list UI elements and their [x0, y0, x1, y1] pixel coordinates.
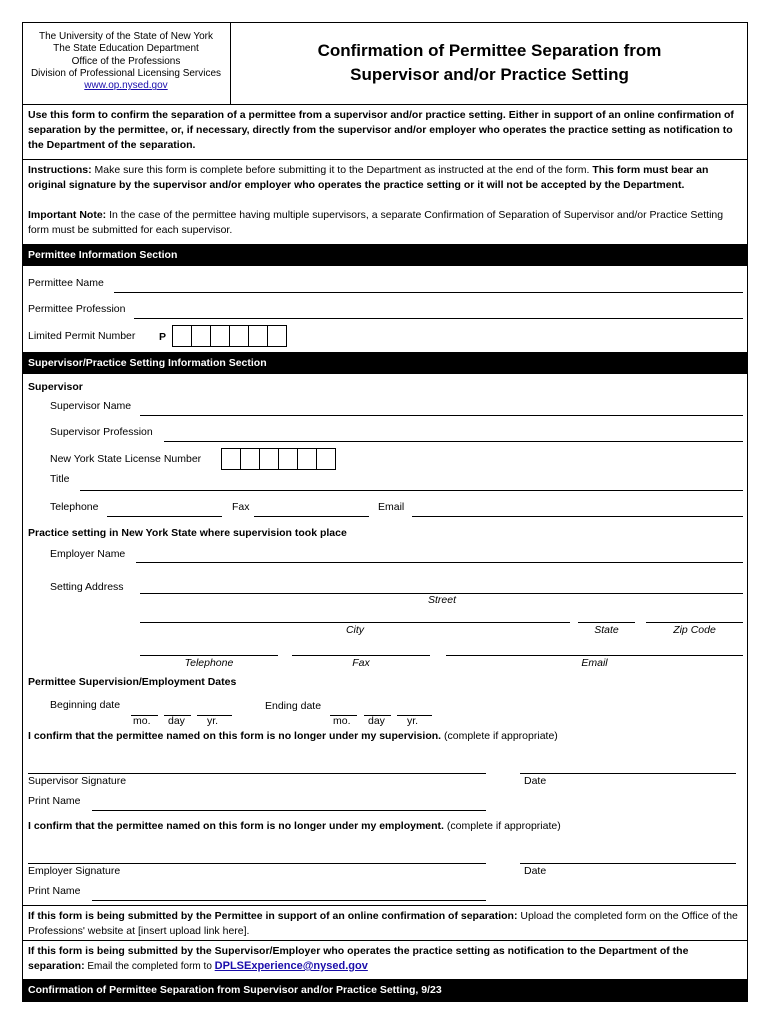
fax-field[interactable]	[254, 516, 369, 517]
permittee-name-field[interactable]	[114, 292, 743, 293]
supervisor-profession-label: Supervisor Profession	[50, 426, 153, 438]
employer-signature-field[interactable]	[28, 863, 486, 864]
digit-box[interactable]	[210, 325, 230, 347]
employer-date-field[interactable]	[520, 863, 736, 864]
permittee-profession-field[interactable]	[134, 318, 743, 319]
title-line: Supervisor and/or Practice Setting	[350, 65, 629, 84]
supervisor-heading: Supervisor	[28, 381, 83, 393]
employer-print-name-field[interactable]	[92, 900, 486, 901]
digit-box[interactable]	[191, 325, 211, 347]
supervisor-print-name-label: Print Name	[28, 795, 81, 807]
supervisor-name-label: Supervisor Name	[50, 400, 132, 412]
note-text: In the case of the permittee having multiple supervisors, a separate Confirmation of Separation of Supervisor and/or Practice Setting form must be submitted for each supervisor.	[28, 209, 724, 236]
agency-block	[22, 22, 231, 104]
permit-number-label: Limited Permit Number	[28, 330, 136, 342]
supervisor-confirm-statement	[28, 730, 558, 743]
website-link[interactable]: www.op.nysed.gov	[84, 80, 168, 92]
fax-caption: Fax	[352, 657, 370, 669]
digit-box[interactable]	[229, 325, 249, 347]
digit-box[interactable]	[240, 448, 260, 470]
org-line: The State Education Department	[53, 43, 199, 55]
permittee-submission-body: Upload the completed form on the Office of the Professions' website at [insert upload link here].	[28, 910, 738, 937]
telephone-field[interactable]	[107, 516, 222, 517]
divider	[22, 159, 748, 160]
zip-field[interactable]	[646, 622, 743, 623]
employer-confirm-note: (complete if appropriate)	[443, 820, 561, 832]
supervisor-confirm-text: I confirm that the permittee named on this form is no longer under my supervision.	[28, 730, 442, 742]
end-mo-caption: mo.	[333, 715, 351, 727]
org-line: Office of the Professions	[71, 55, 181, 67]
supervisor-signature-label: Supervisor Signature	[28, 775, 127, 787]
instructions	[28, 163, 744, 193]
employer-confirm-text: I confirm that the permittee named on this form is no longer under my employment.	[28, 820, 444, 832]
ending-date-label: Ending date	[265, 700, 322, 712]
license-number-boxes[interactable]	[221, 448, 336, 470]
practice-setting-heading: Practice setting in New York State where supervision took place	[28, 527, 347, 539]
org-line: Division of Professional Licensing Services	[30, 67, 222, 79]
digit-box[interactable]	[259, 448, 279, 470]
email-label: Email	[378, 501, 405, 513]
begin-day-caption: day	[168, 715, 185, 727]
supervisor-submission-bold: If this form is being submitted by the Supervisor/Employer who operates the practice setting as notification to the Department of the separation:	[28, 945, 689, 972]
employer-date-label: Date	[524, 865, 547, 877]
note-label: Important Note:	[28, 209, 107, 221]
state-field[interactable]	[578, 622, 635, 623]
divider	[22, 940, 748, 941]
digit-box[interactable]	[316, 448, 336, 470]
supervisor-print-name-field[interactable]	[92, 810, 486, 811]
beginning-date-label: Beginning date	[50, 699, 121, 711]
supervisor-date-label: Date	[524, 775, 547, 787]
instructions-label: Instructions:	[28, 164, 92, 176]
street-caption: Street	[427, 594, 456, 606]
instructions-text: Make sure this form is complete before submitting it to the Department as instructed at the end of the form.	[91, 164, 593, 176]
title-line: Confirmation of Permittee Separation from	[317, 41, 662, 60]
dates-heading: Permittee Supervision/Employment Dates	[28, 676, 237, 688]
instructions-bold: This form must bear an original signature by the supervisor and/or employer who operates the practice setting or it will not be accepted by the Department.	[28, 164, 709, 191]
supervisor-confirm-note: (complete if appropriate)	[441, 730, 558, 742]
submission-email-link[interactable]: DPLSExperience@nysed.gov	[214, 960, 368, 972]
permit-number-boxes[interactable]	[172, 325, 287, 347]
digit-box[interactable]	[278, 448, 298, 470]
end-yr-caption: yr.	[407, 715, 419, 727]
form-title	[231, 22, 748, 104]
employer-signature-label: Employer Signature	[28, 865, 121, 877]
setting-email-field[interactable]	[446, 655, 743, 656]
digit-box[interactable]	[248, 325, 268, 347]
setting-fax-field[interactable]	[292, 655, 430, 656]
begin-mo-caption: mo.	[133, 715, 151, 727]
permittee-profession-label: Permittee Profession	[28, 303, 126, 315]
employer-print-name-label: Print Name	[28, 885, 81, 897]
permittee-submission-bold: If this form is being submitted by the Permittee in support of an online confirmation of separation:	[28, 910, 518, 922]
important-note	[28, 208, 744, 238]
org-line: The University of the State of New York	[39, 31, 213, 42]
employer-confirm-statement	[28, 820, 561, 833]
telephone-label: Telephone	[50, 501, 99, 513]
end-day-caption: day	[368, 715, 385, 727]
email-caption: Email	[581, 657, 608, 669]
title-label: Title	[50, 473, 70, 485]
footer-bar: Confirmation of Permittee Separation from Supervisor and/or Practice Setting, 9/23	[22, 979, 748, 1002]
digit-box[interactable]	[267, 325, 287, 347]
state-caption: State	[594, 624, 619, 636]
digit-box[interactable]	[297, 448, 317, 470]
digit-box[interactable]	[221, 448, 241, 470]
permittee-section-header: Permittee Information Section	[22, 244, 748, 266]
supervisor-section-header: Supervisor/Practice Setting Information Section	[22, 352, 748, 374]
digit-box[interactable]	[172, 325, 192, 347]
supervisor-submission-text	[28, 944, 744, 974]
telephone-caption: Telephone	[184, 657, 234, 669]
intro-text: Use this form to confirm the separation of a permittee from a supervisor and/or practice setting. Either in support of an online confirmation of separation by the permittee, or, if necessary, directly from the supervisor and/or employer who operates the practice setting as notification to the Department of the separation.	[28, 109, 734, 151]
setting-telephone-field[interactable]	[140, 655, 278, 656]
fax-label: Fax	[232, 501, 250, 513]
supervisor-submission-body: Email the completed form to	[84, 961, 215, 972]
city-field[interactable]	[140, 622, 570, 623]
supervisor-date-field[interactable]	[520, 773, 736, 774]
employer-name-field[interactable]	[136, 562, 743, 563]
supervisor-signature-field[interactable]	[28, 773, 486, 774]
divider	[22, 104, 748, 105]
permittee-name-label: Permittee Name	[28, 277, 104, 289]
setting-address-label: Setting Address	[50, 581, 124, 593]
city-caption: City	[345, 624, 365, 636]
employer-name-label: Employer Name	[50, 548, 126, 560]
supervisor-profession-field[interactable]	[164, 441, 743, 442]
title-field[interactable]	[80, 490, 743, 491]
divider	[22, 905, 748, 906]
permittee-submission-text	[28, 909, 744, 939]
license-number-label: New York State License Number	[50, 453, 202, 465]
begin-yr-caption: yr.	[207, 715, 219, 727]
permit-prefix: P	[159, 331, 167, 343]
supervisor-name-field[interactable]	[140, 415, 743, 416]
email-field[interactable]	[412, 516, 743, 517]
zip-caption: Zip Code	[673, 624, 716, 636]
